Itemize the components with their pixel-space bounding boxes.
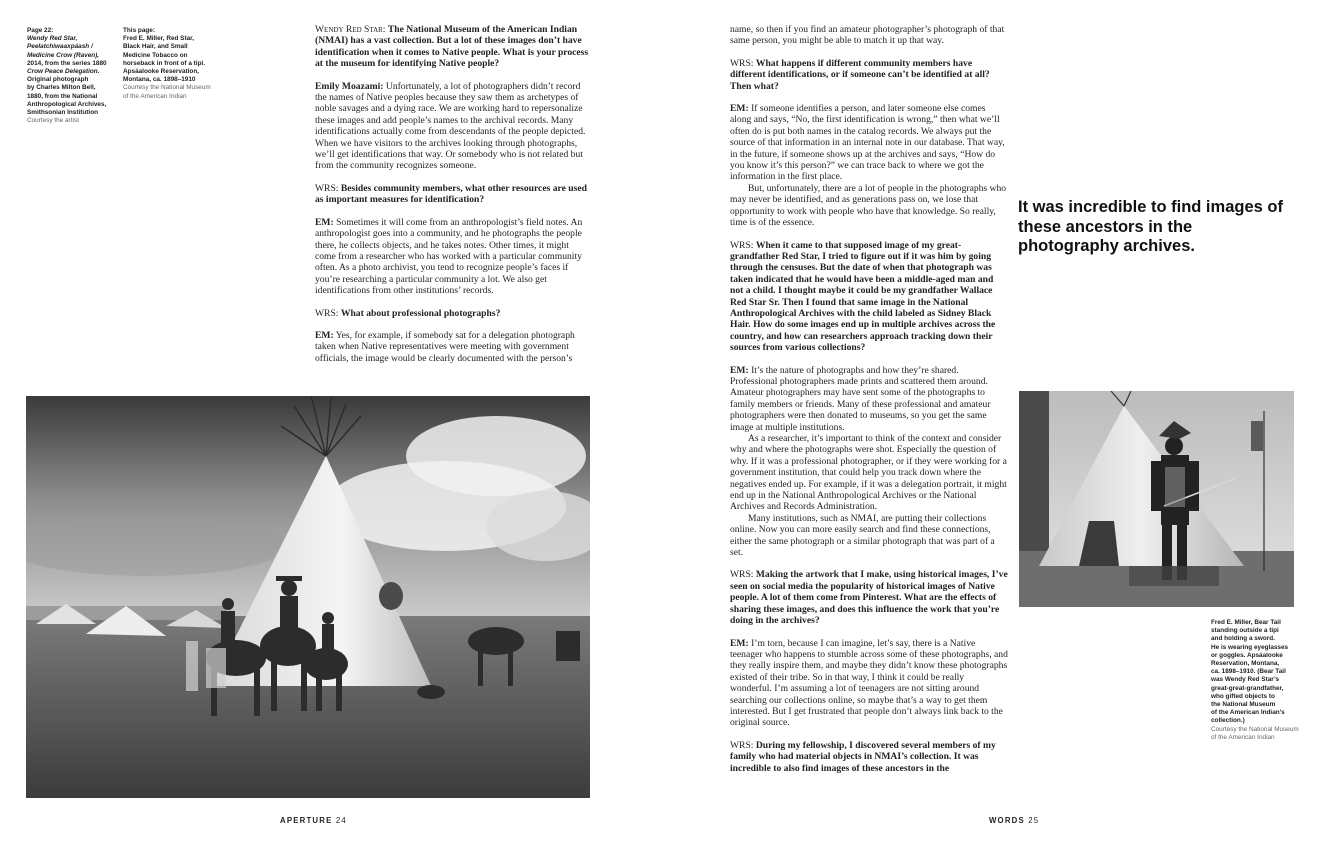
caption-line: or goggles. Apsáalooke: [1211, 651, 1283, 659]
caption-line: Fred E. Miller, Red Star,: [123, 35, 195, 43]
caption-line: 2014, from the series 1880: [27, 59, 107, 67]
photo-bear-tail-image: [1019, 391, 1294, 607]
paragraph: [730, 58, 1008, 92]
caption-line: He is wearing eyeglasses: [1211, 643, 1289, 651]
paragraph: [315, 330, 590, 364]
paragraph: [315, 217, 590, 297]
speaker: WRS:: [730, 57, 754, 69]
answer: It’s the nature of photographs and how they’re shared. Professional photographers made prints and scattered them around. Amateur photographers may have sent some of the photographs to family members or friends. Many of these professional and amateur photographers were then donated to museums, so you get the same image at multiple institutions.: [730, 364, 991, 433]
photo-riders-tipi-image: [26, 396, 590, 798]
answer: Unfortunately, a lot of photographers didn’t record the names of Native peoples because they saw them as archetypes of noble savages and a dying race. We are working hard to repersonalize these images and add people’s names to the archival records. Many identifications actually come from descendants of the people depicted. When we have visitors to the archives looking through photographs, we’ll get identifications that way. Or somebody who is not related but from the community recognizes someone.: [315, 80, 586, 172]
paragraph: [730, 433, 1008, 513]
paragraph: [730, 513, 1008, 559]
caption-line: Medicine Crow (Raven),: [27, 51, 100, 59]
speaker: EM:: [730, 103, 749, 115]
caption-credit: Courtesy the National Museum: [123, 84, 211, 92]
caption-line: Smithsonian Institution: [27, 109, 99, 117]
paragraph: [315, 24, 590, 70]
caption-line: horseback in front of a tipi.: [123, 59, 206, 67]
question: What happens if different community members have different identifications, or if someone can’t be identified at all? Then what?: [730, 57, 990, 92]
caption-credit: Courtesy the National Museum: [1211, 725, 1299, 733]
speaker: WRS:: [730, 739, 754, 751]
caption-credit: of the American Indian: [123, 92, 187, 100]
folio-magazine: WORDS: [989, 816, 1025, 825]
photo-riders-tipi: [26, 396, 590, 798]
folio-right: [989, 816, 1039, 825]
answer: If someone identifies a person, and later someone else comes along and says, “No, the first identification is wrong,” then what we’ll often do is put both names in the catalog records. We always put the source of that information in an internal note in our database. That way, in the future, if someone shows up at the archives and says, “How do you know it’s this person?” we can trace back to where we got the information in the first place.: [730, 103, 1005, 183]
speaker: EM:: [315, 329, 334, 341]
caption-line: Wendy Red Star,: [27, 35, 78, 43]
paragraph: [730, 740, 1008, 774]
answer: Sometimes it will come from an anthropologist’s field notes. An anthropologist goes into a community, and he photographs the people there, he collects objects, and he takes notes. Other times, it might come from a researcher who has worked with a particular community often. As a photo archivist, you tend to recognize people’s faces if you’re researching a particular community a lot. We also get identifications from other institutions’ records.: [315, 216, 583, 297]
caption-line: Black Hair, and Small: [123, 43, 188, 51]
caption-line: Medicine Tobacco on: [123, 51, 188, 59]
caption-line: great-great-grandfather,: [1211, 684, 1284, 692]
folio-page-number: 24: [335, 816, 347, 825]
pull-quote: It was incredible to find images of these ancestors in the photography archives.: [1018, 198, 1283, 255]
caption-line: Original photograph: [27, 76, 89, 84]
speaker: WRS:: [730, 239, 754, 251]
folio-left: [280, 816, 347, 825]
caption-line: collection.): [1211, 717, 1245, 725]
caption-line: Peelatchiwaaxpáash /: [27, 43, 93, 51]
caption-line: the National Museum: [1211, 701, 1276, 709]
speaker: WRS:: [730, 569, 754, 581]
caption-line: Crow Peace Delegation.: [27, 68, 100, 76]
answer: Yes, for example, if somebody sat for a delegation photograph taken when Native representatives were meeting with government officials, the image would be clearly documented with the person’s: [315, 329, 575, 364]
speaker: Wendy Red Star:: [315, 24, 386, 35]
caption-line: standing outside a tipi: [1211, 627, 1279, 635]
speaker: WRS:: [315, 182, 339, 194]
question: During my fellowship, I discovered several members of my family who had material objects in NMAI’s collection. It was incredible to also find images of these ancestors in the: [730, 739, 996, 774]
question: Making the artwork that I make, using historical images, I’ve seen on social media the popularity of historical images of Native people. A lot of them come from Pinterest. What are the effects of sharing these images, and does this influence the work that you’re doing in the archives?: [730, 569, 1008, 627]
paragraph: [730, 183, 1008, 229]
speaker: EM:: [730, 637, 749, 649]
photo-bear-tail: [1019, 391, 1294, 607]
paragraph: [730, 365, 1008, 433]
caption-line: Reservation, Montana,: [1211, 660, 1280, 668]
caption-line: This page:: [123, 27, 155, 34]
question: The National Museum of the American Indian (NMAI) has a vast collection. But a lot of these images don’t have identification when it comes to Native people. What is your process at the museum for identifying Native people?: [315, 24, 589, 70]
paragraph: [315, 308, 590, 319]
paragraph: [315, 183, 590, 206]
paragraph: [730, 569, 1008, 626]
answer: But, unfortunately, there are a lot of people in the photographs who may never be identified, and as generations pass on, we lose that opportunity to work with people who have that knowledge. So really, time is of the essence.: [730, 182, 1007, 229]
question: What about professional photographs?: [340, 307, 501, 319]
caption-line: ca. 1898–1910. (Bear Tail: [1211, 668, 1286, 676]
caption-line: Fred E. Miller, Bear Tail: [1211, 619, 1281, 626]
caption-line: of the American Indian’s: [1211, 709, 1285, 717]
answer-continued: name, so then if you find an amateur photographer’s photograph of that same person, you might be able to match it up that way.: [730, 24, 1005, 47]
caption-line: 1880, from the National: [27, 92, 98, 100]
speaker: WRS:: [315, 307, 339, 319]
caption-line: who gifted objects to: [1211, 692, 1275, 700]
caption-line: and holding a sword.: [1211, 635, 1275, 643]
speaker: EM:: [315, 216, 334, 228]
caption-line: Page 22:: [27, 27, 54, 34]
right-text-column: [730, 24, 1008, 774]
paragraph: [730, 638, 1008, 729]
caption-line: Anthropological Archives,: [27, 100, 107, 108]
paragraph: [315, 81, 590, 172]
paragraph: [730, 240, 1008, 354]
question: Besides community members, what other resources are used as important measures for identification?: [315, 182, 587, 206]
answer: As a researcher, it’s important to think of the context and consider why and where the photographs were shot. Especially the question of why. If it was a professional photographer, or if they were working for a government institution, that could help you track down where the negatives ended up. For example, if it was a delegation portrait, it might end up in the National Anthropological Archives or the National Archives and Records Administration.: [730, 433, 1007, 513]
folio-page-number: 25: [1028, 816, 1040, 825]
question: When it came to that supposed image of my great-grandfather Red Star, I tried to figure out if it was him by going through the censuses. But the date of when that photograph was taken indicated that he would have been a middle-aged man and not a child. I thought maybe it could be my grandfather Wallace Red Star Sr. Then I found that same image in the National Anthropological Archives with the child labeled as Sidney Black Hair. How do some images end up in multiple archives across the country, and how can researchers approach tracking down their sources from various collections?: [730, 239, 996, 354]
caption-line: was Wendy Red Star’s: [1211, 676, 1280, 684]
caption-this-page: [123, 27, 218, 101]
caption-page22: [27, 27, 115, 125]
caption-line: Apsáalooke Reservation,: [123, 68, 200, 76]
caption-credit: Courtesy the artist: [27, 117, 79, 125]
left-text-column: [315, 24, 590, 364]
speaker: EM:: [730, 364, 749, 376]
answer: Many institutions, such as NMAI, are putting their collections online. Now you can more easily search and find these connections, either the same photograph or a similar photograph that was part of a set.: [730, 512, 995, 559]
caption-bear-tail: [1211, 619, 1301, 742]
caption-line: Montana, ca. 1898–1910: [123, 76, 196, 84]
caption-credit: of the American Indian: [1211, 733, 1275, 741]
paragraph: [730, 24, 1008, 47]
paragraph: [730, 103, 1008, 183]
answer: I’m torn, because I can imagine, let’s say, there is a Native teenager who happens to stumble across some of these photographs, and they really inspire them, and maybe they didn’t know these photographs existed of their tribe. So in that way, I think it could be really wonderful. I’m assuming a lot of teenagers are not sitting around searching our collections online, so maybe that’s a way to get them interested. But I get frustrated that people don’t always link back to the original source.: [730, 637, 1008, 729]
folio-magazine: APERTURE: [280, 816, 333, 825]
caption-line: by Charles Milton Bell,: [27, 84, 96, 92]
speaker: Emily Moazami:: [315, 80, 384, 92]
